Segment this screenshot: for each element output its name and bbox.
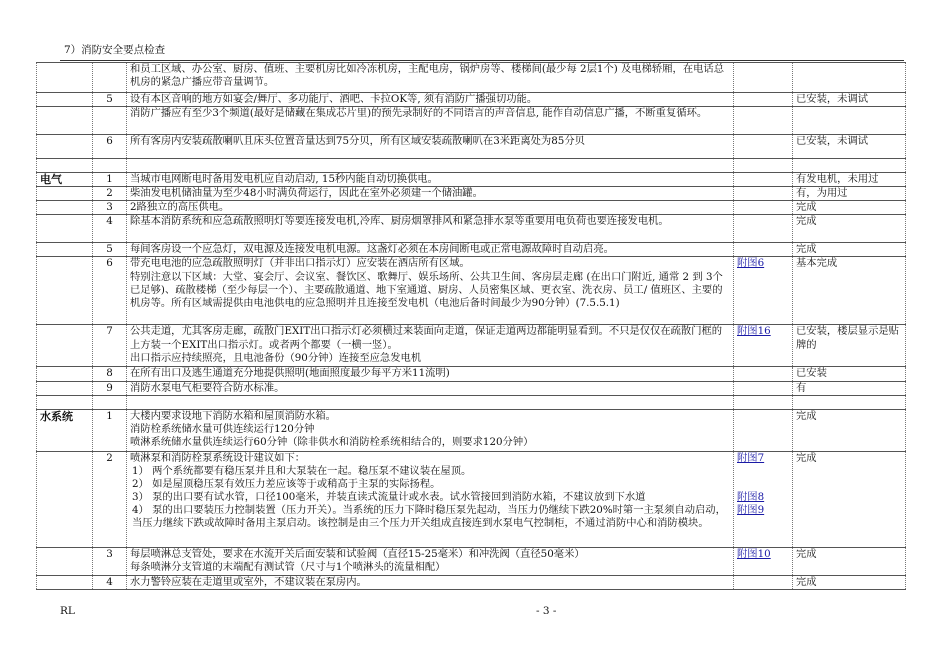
table-row [37,93,906,107]
section-label-electrical: 电气 [37,173,93,187]
page-header-title: 7）消防安全要点检查 [64,44,166,56]
status-cell: 完成 [793,547,906,575]
requirement-text: 在所有出口及逃生通道充分地提供照明(地面照度最少每平方米11流明) [127,367,734,381]
list-item: 3） 泵的出口要有试水管，口径100毫米，并装直读式流量计或水表。试水管接回到消防水箱，不建议放到下水道 [132,490,646,503]
page-header [64,39,904,61]
spacer-row [37,159,906,173]
figure-link[interactable]: 附图10 [737,547,771,560]
section-cell [37,367,93,381]
requirement-text: 每层喷淋总支管处，要求在水流开关后面安装和试验阀（直径15-25毫米）和冲洗阀（直径50毫米） 每条喷淋分支管道的末端配有测试管（尺寸与1个喷淋头的流量相配） [127,547,734,575]
row-number: 7 [93,325,127,367]
reference-cell [734,135,793,159]
row-number: 4 [93,215,127,243]
status-cell: 已安装，未调试 [793,93,906,107]
row-number: 5 [93,93,127,107]
table-row [37,325,906,367]
requirement-text: 消防水泵电气柜要符合防水标准。 [127,381,734,395]
requirement-text: 2路独立的高压供电。 [127,201,734,215]
requirement-text: 除基本消防系统和应急疏散照明灯等要连接发电机,冷库、厨房烟罩排风和紧急排水泵等重要用电负荷也要连接发电机。 [127,215,734,243]
table-row [37,381,906,395]
status-cell: 完成 [793,215,906,243]
table-row [37,173,906,187]
status-cell [793,63,906,93]
section-cell [37,575,93,589]
section-cell [37,135,93,159]
section-cell [37,325,93,367]
row-number: 3 [93,547,127,575]
pump-intro: 喷淋泵和消防栓泵系统设计建议如下： [130,451,306,464]
table-row [37,547,906,575]
status-cell: 已安装 [793,367,906,381]
status-cell: 完成 [793,201,906,215]
section-cell [37,257,93,325]
table-row [37,187,906,201]
row-number: 2 [93,451,127,547]
row-number: 5 [93,243,127,257]
table-row [37,135,906,159]
section-cell [37,107,93,135]
status-cell: 完成 [793,409,906,451]
table-row [37,451,906,547]
table-row [37,63,906,93]
reference-cell [734,325,793,367]
reference-cell [734,107,793,135]
table-row [37,367,906,381]
requirement-text [127,451,734,547]
reference-cell [734,409,793,451]
figure-link[interactable]: 附图9 [737,503,765,516]
status-cell: 完成 [793,575,906,589]
row-number: 6 [93,257,127,325]
section-label-water: 水系统 [37,409,93,451]
fire-safety-checklist-table [36,62,906,590]
spacer-row [37,395,906,409]
section-cell [37,93,93,107]
section-cell [37,215,93,243]
row-number [93,107,127,135]
header-rule [60,60,904,61]
requirement-text: 当城市电网断电时备用发电机应自动启动, 15秒内能自动切换供电。 [127,173,734,187]
footer-author: RL [60,605,75,617]
requirement-text: 公共走道，尤其客房走廊，疏散门EXIT出口指示灯必须横过来装面向走道，保证走道两边都能明显看到。不只是仅仅在疏散门框的上方装一个EXIT出口指示灯。或者两个都要（一横一竖）。 出口指示应持续照亮，且电池备份（90分钟）连接至应急发电机 [127,325,734,367]
status-cell: 已安装，楼层显示是贴牌的 [793,325,906,367]
figure-link[interactable]: 附图7 [737,451,765,464]
section-cell [37,63,93,93]
requirement-text: 水力警铃应装在走道里或室外，不建议装在泵房内。 [127,575,734,589]
section-cell [37,201,93,215]
section-cell [37,243,93,257]
table-row [37,575,906,589]
figure-link[interactable]: 附图16 [737,325,771,338]
section-cell [37,547,93,575]
row-number: 3 [93,201,127,215]
table-row [37,107,906,135]
requirement-text: 柴油发电机储油量为至少48小时满负荷运行，因此在室外必须建一个储油罐。 [127,187,734,201]
table-row [37,201,906,215]
status-cell [793,107,906,135]
list-item: 1） 两个系统都要有稳压泵并且和大泵装在一起。稳压泵不建议装在屋顶。 [132,464,472,477]
status-cell: 有，为用过 [793,187,906,201]
section-cell [37,381,93,395]
status-cell: 完成 [793,451,906,547]
list-item: 2） 如是屋顶稳压泵有效压力差应该等于或稍高于主泵的实际扬程。 [132,477,441,490]
row-number: 1 [93,173,127,187]
reference-cell [734,243,793,257]
section-cell [37,187,93,201]
status-cell: 有 [793,381,906,395]
requirement-text: 和员工区域、办公室、厨房、值班、主要机房比如冷冻机房，主配电房，锅炉房等、楼梯间(最少每 2层1个) 及电梯轿厢，在电话总机房的紧急广播应带音量调节。 [127,63,734,93]
reference-cell [734,201,793,215]
reference-cell [734,367,793,381]
row-number: 6 [93,135,127,159]
reference-cell [734,257,793,325]
row-number: 8 [93,367,127,381]
row-number: 1 [93,409,127,451]
reference-cell [734,173,793,187]
figure-link[interactable]: 附图8 [737,490,765,503]
status-cell: 有发电机，未用过 [793,173,906,187]
row-number: 4 [93,575,127,589]
reference-cell [734,451,793,547]
reference-cell [734,63,793,93]
table-row [37,257,906,325]
row-number: 9 [93,381,127,395]
reference-cell [734,381,793,395]
section-cell [37,451,93,547]
requirement-text: 每间客房设一个应急灯，双电源及连接发电机电源。这盏灯必须在本房间断电或正常电源故障时自动启亮。 [127,243,734,257]
row-number [93,63,127,93]
requirement-text: 设有本区音响的地方如宴会/舞厅、多功能厅、酒吧、卡拉OK等, 须有消防广播强切功能。 [127,93,734,107]
table-row [37,243,906,257]
requirement-text: 带充电电池的应急疏散照明灯（并非出口指示灯）应安装在酒店所有区域。 特别注意以下区域：大堂、宴会厅、会议室、餐饮区、歌舞厅、娱乐场所、公共卫生间、客房层走廊 (在出口门附近, 通常 2 到 3个已足够)、疏散楼梯（至少每层一个）、主要疏散通道、地下室通道、厨房、人员密集区域、更衣室、洗衣房、员工/ 值班区、主要的机房等。所有区域需提供由电池供电的应急照明并且连接至发电机（电池后备时间最少为90分钟）(7.5.5.1) [127,257,734,325]
table-row [37,409,906,451]
list-item: 4） 泵的出口要装压力控制装置（压力开关）。当系统的压力下降时稳压泵先起动，当压力仍继续下跌20%时第一主泵须自动启动，当压力继续下跌或故障时备用主泵启动。该控制是由三个压力开关组成直接连到水泵电气控制柜，不通过消防中心和消防模块。 [132,504,726,530]
requirement-text: 大楼内要求设地下消防水箱和屋顶消防水箱。 消防栓系统储水量可供连续运行120分钟 喷淋系统储水量供连续运行60分钟（除非供水和消防栓系统相结合的，则要求120分钟） [127,409,734,451]
status-cell: 完成 [793,243,906,257]
figure-link[interactable]: 附图6 [737,257,765,270]
reference-cell [734,575,793,589]
status-cell: 已安装，未调试 [793,135,906,159]
table-row [37,215,906,243]
status-cell: 基本完成 [793,257,906,325]
reference-cell [734,547,793,575]
footer-page-number: - 3 - [536,605,557,617]
reference-cell [734,93,793,107]
row-number: 2 [93,187,127,201]
reference-cell [734,215,793,243]
requirement-text: 所有客房内安装疏散喇叭且床头位置音量达到75分贝，所有区域安装疏散喇叭在3米距离处为85分贝 [127,135,734,159]
requirement-text: 消防广播应有至少3个频道(最好是储藏在集成芯片里)的预先录制好的不同语言的声音信息, 能作自动信息广播，不断重复循环。 [127,107,734,135]
reference-cell [734,187,793,201]
